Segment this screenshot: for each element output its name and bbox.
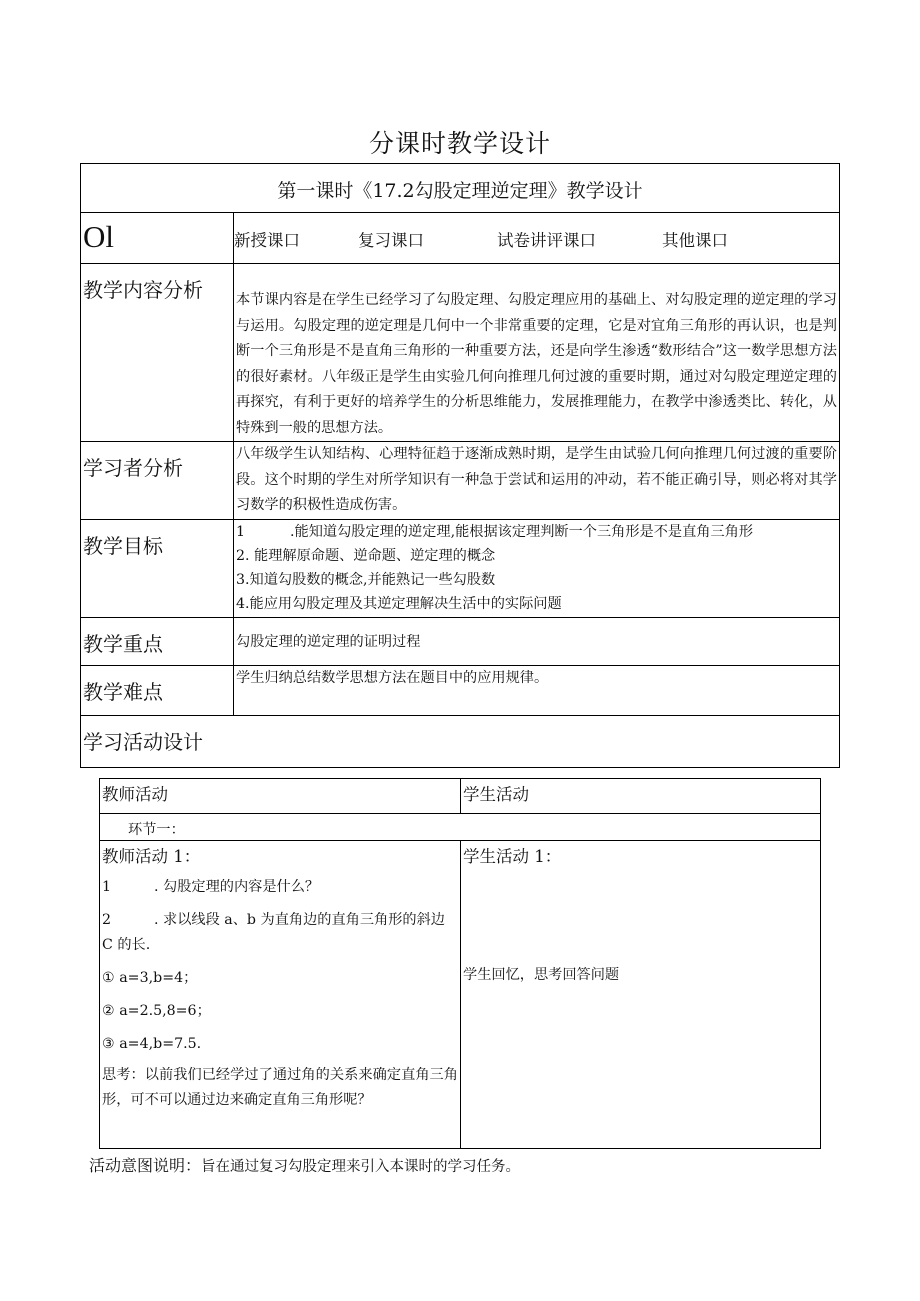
- type-option-other[interactable]: 其他课口: [662, 231, 728, 250]
- type-option-review[interactable]: 复习课口: [358, 231, 424, 250]
- student-activity-title: 学生活动 1：: [463, 847, 562, 866]
- type-marker: Ol: [81, 213, 234, 264]
- objective-text: .能知道勾股定理的逆定理,能根据该定理判断一个三角形是不是直角三角形: [290, 523, 754, 540]
- question-text: . 求以线段 a、b 为直角边的直角三角形的斜边: [154, 912, 445, 928]
- activity-table: [99, 778, 821, 1149]
- teacher-activity-cell: [100, 841, 461, 1149]
- activity-design-label: 学习活动设计: [81, 715, 840, 767]
- content-analysis-text: 本节课内容是在学生已经学习了勾股定理、勾股定理应用的基础上、对勾股定理的逆定理的学习与运用。勾股定理的逆定理是几何中一个非常重要的定理，它是对宜角三角形的再认识，也是判断一个三角形是不是直角三角形的一种重要方法，还是向学生渗透“数形结合”这一数学思想方法的很好素材。八年级正是学生由实验几何向推理几何过渡的重要时期，通过对勾股定理逆定理的再探究，有利于更好的培养学生的分析思维能力，发展推理能力，在教学中渗透类比、转化，从特殊到一般的思想方法。: [234, 264, 840, 442]
- question-text: . 勾股定理的内容是什么？: [154, 879, 320, 895]
- content-analysis-label: 教学内容分析: [81, 264, 234, 442]
- objective-item: [234, 520, 839, 544]
- lesson-plan-table: [80, 163, 840, 768]
- think-question: 思考：以前我们已经学过了通过角的关系来确定直角三角形，可不可以通过边来确定直角三角形呢？: [102, 1067, 458, 1108]
- type-option-exam-review[interactable]: 试卷讲评课口: [497, 231, 596, 250]
- activity-intent-text: 旨在通过复习勾股定理来引入本课时的学习任务。: [201, 1159, 521, 1175]
- objective-item: 2. 能理解原命题、逆命题、逆定理的概念: [236, 547, 496, 564]
- question-2: [100, 908, 460, 933]
- key-point-label: 教学重点: [81, 617, 234, 665]
- objective-number: 1: [236, 523, 246, 540]
- teacher-activity-header: 教师活动: [100, 779, 461, 814]
- activity-intent: [89, 1153, 520, 1176]
- case-item: ③ a=4,b=7.5.: [102, 1036, 202, 1052]
- student-activity-header: 学生活动: [461, 779, 821, 814]
- lesson-type-options: [234, 213, 840, 264]
- page-title: 分课时教学设计: [368, 129, 551, 158]
- teacher-activity-title: 教师活动 1：: [102, 847, 201, 866]
- section-label: 环节一：: [100, 814, 821, 841]
- type-option-new[interactable]: 新授课口: [234, 231, 300, 250]
- case-item: ② a=2.5,8=6；: [102, 1003, 211, 1019]
- learner-analysis-text: 八年级学生认知结构、心理特征趋于逐渐成熟时期，是学生由试验几何向推理几何过渡的重要阶段。这个时期的学生对所学知识有一种急于尝试和运用的冲动，若不能正确引导，则必将对其学习数学的积极性造成伤害。: [234, 442, 840, 520]
- question-1: [100, 875, 460, 900]
- learner-analysis-label: 学习者分析: [81, 442, 234, 520]
- objective-item: 3.知道勾股数的概念,并能熟记一些勾股数: [236, 571, 496, 588]
- question-number: 1: [102, 879, 112, 895]
- student-activity-cell: [461, 841, 821, 1149]
- objectives-list: [234, 519, 840, 617]
- lesson-title: 第一课时《17.2勾股定理逆定理》教学设计: [81, 164, 840, 213]
- student-answer: 学生回忆，思考回答问题: [463, 967, 620, 983]
- objectives-label: 教学目标: [81, 519, 234, 617]
- case-item: ① a=3,b=4；: [102, 970, 198, 986]
- key-point-text: 勾股定理的逆定理的证明过程: [234, 617, 840, 665]
- difficulty-label: 教学难点: [81, 665, 234, 715]
- question-number: 2: [102, 912, 112, 928]
- activity-intent-label: 活动意图说明：: [89, 1156, 202, 1175]
- question-2-continued: C 的长.: [102, 937, 151, 953]
- objective-item: 4.能应用勾股定理及其逆定理解决生活中的实际问题: [236, 595, 562, 612]
- difficulty-text: 学生归纳总结数学思想方法在题目中的应用规律。: [234, 665, 840, 715]
